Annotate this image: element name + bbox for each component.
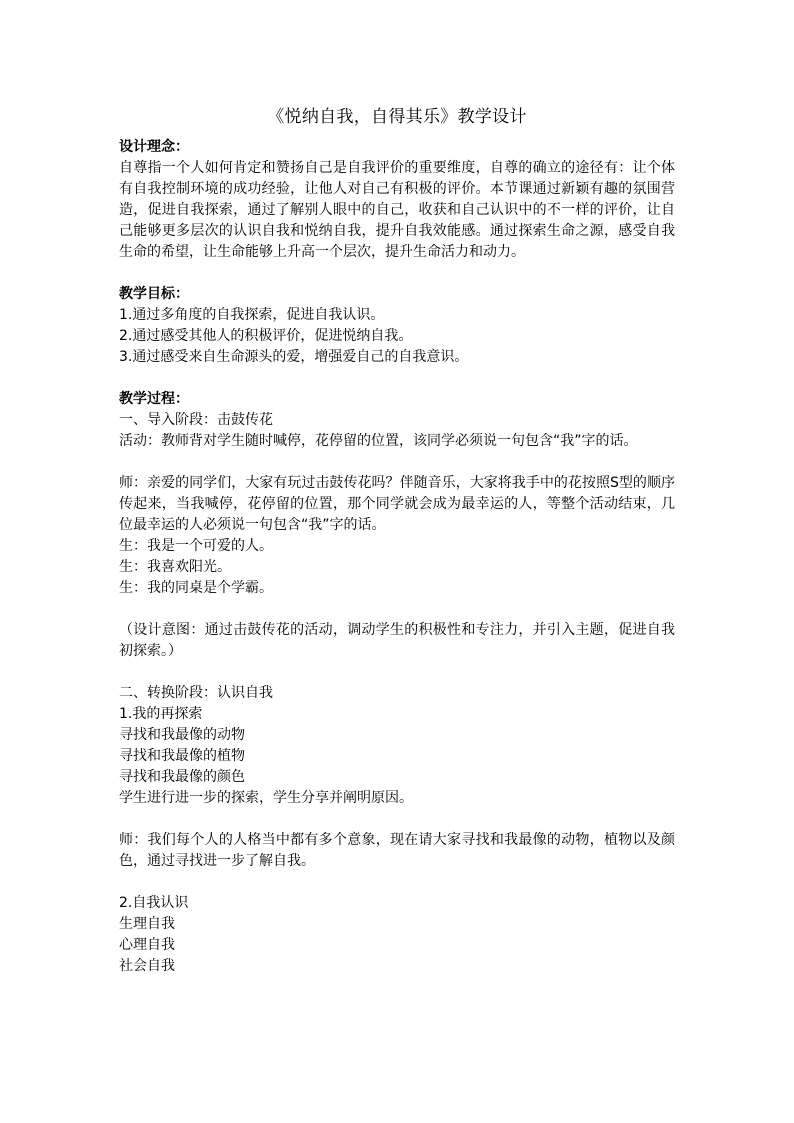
spacer (119, 368, 675, 389)
stage2-title: 二、转换阶段：认识自我 (119, 685, 273, 701)
process-heading: 教学过程： (119, 391, 189, 407)
stage2-teacher-speech: 师：我们每个人的人格当中都有多个意象，现在请大家寻找和我最像的动物，植物以及颜色，通过寻找进一步了解自我。 (119, 832, 675, 869)
stage2-sub1-item-3: 寻找和我最像的颜色 (119, 769, 245, 785)
stage2-sub1-item-1: 寻找和我最像的动物 (119, 727, 245, 743)
concept-body: 自尊指一个人如何肯定和赞扬自己是自我评价的重要维度，自尊的确立的途径有：让个体有自我控制环境的成功经验，让他人对自己有积极的评价。本节课通过新颖有趣的氛围营造，促进自我探索，通过了解别人眼中的自己，收获和自己认识中的不一样的评价，让自己能够更多层次的认识自我和悦纳自我，提升自我效能感。通过探索生命之源，感受自我生命的希望，让生命能够上升高一个层次，提升生命活力和动力。 (119, 160, 675, 260)
goal-item-1: 1.通过多角度的自我探索，促进自我认识。 (119, 307, 385, 323)
spacer (119, 809, 675, 830)
spacer (119, 263, 675, 284)
spacer (119, 452, 675, 473)
stage2-sub1-item-4: 学生进行进一步的探索，学生分享并阐明原因。 (119, 790, 413, 806)
stage1-activity: 活动：教师背对学生随时喊停，花停留的位置，该同学必须说一句包含“我”字的话。 (119, 433, 638, 449)
stage2-sub2-item-1: 生理自我 (119, 916, 175, 932)
concept-heading: 设计理念： (119, 139, 189, 155)
stage2-sub2-title: 2.自我认识 (119, 895, 189, 911)
spacer (119, 599, 675, 620)
stage1-teacher-speech: 师：亲爱的同学们，大家有玩过击鼓传花吗？伴随音乐，大家将我手中的花按照S型的顺序传起来，当我喊停，花停留的位置，那个同学就会成为最幸运的人，等整个活动结束，几位最幸运的人必须说一句包含“我”字的话。 (119, 475, 675, 533)
goal-item-3: 3.通过感受来自生命源头的爱，增强爱自己的自我意识。 (119, 349, 469, 365)
goal-item-2: 2.通过感受其他人的积极评价，促进悦纳自我。 (119, 328, 413, 344)
document-title: 《悦纳自我，自得其乐》教学设计 (267, 107, 527, 127)
stage1-title: 一、导入阶段：击鼓传花 (119, 412, 273, 428)
student-reply-2: 生：我喜欢阳光。 (119, 559, 231, 575)
stage2-sub2-item-3: 社会自我 (119, 958, 175, 974)
spacer (119, 662, 675, 683)
document-page (119, 104, 675, 977)
student-reply-3: 生：我的同桌是个学霸。 (119, 580, 273, 596)
stage2-sub1-item-2: 寻找和我最像的植物 (119, 748, 245, 764)
goals-heading: 教学目标： (119, 286, 189, 302)
spacer (119, 872, 675, 893)
student-reply-1: 生：我是一个可爱的人。 (119, 538, 273, 554)
stage2-sub2-item-2: 心理自我 (119, 937, 175, 953)
stage1-design-intent: （设计意图：通过击鼓传花的活动，调动学生的积极性和专注力，并引入主题，促进自我初探索。） (119, 622, 675, 659)
stage2-sub1-title: 1.我的再探索 (119, 706, 203, 722)
